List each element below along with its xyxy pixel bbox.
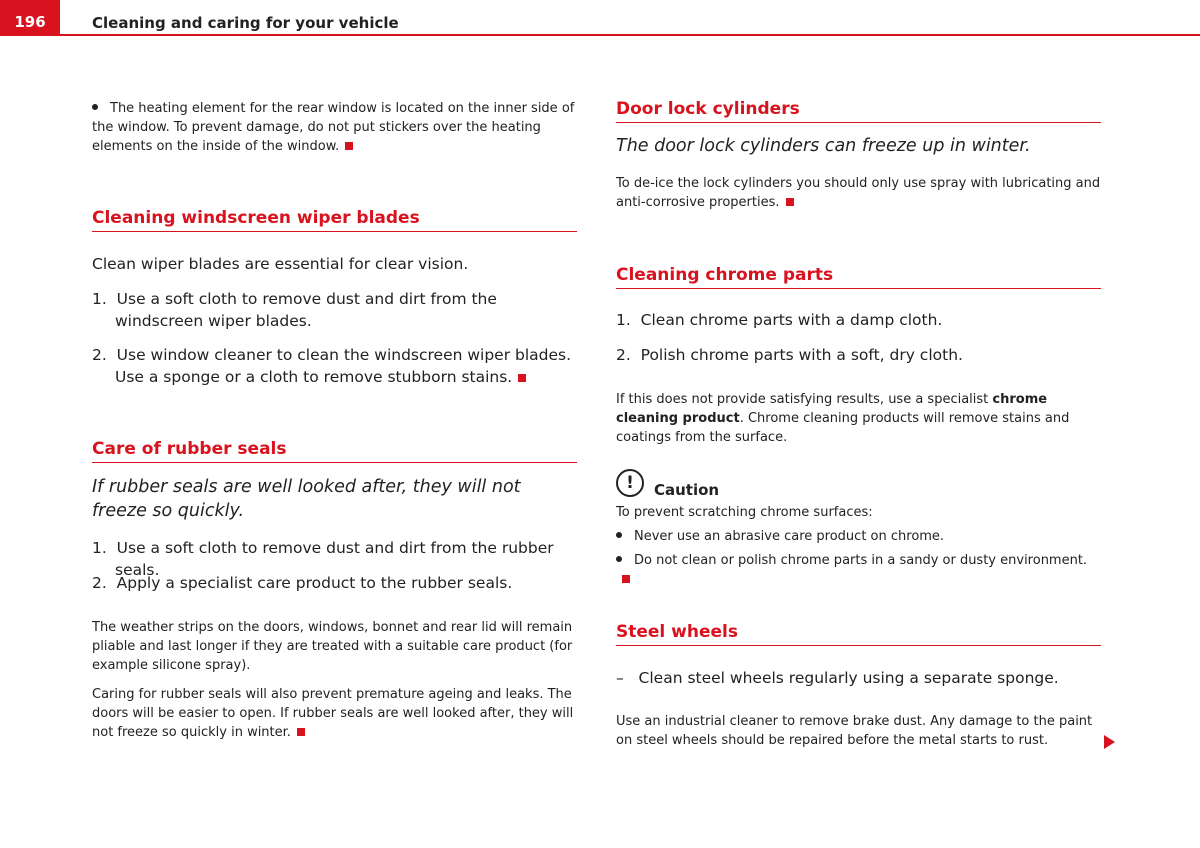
chapter-title: Cleaning and caring for your vehicle <box>92 14 399 32</box>
heading-door-lock: Door lock cylinders <box>616 99 1101 123</box>
page-number: 196 <box>0 0 60 36</box>
bullet-icon <box>616 556 622 562</box>
bullet-icon <box>92 104 98 110</box>
chrome-step-2: 2. Polish chrome parts with a soft, dry cloth. <box>616 346 963 364</box>
page-header <box>0 0 1200 40</box>
next-page-arrow-icon <box>1104 735 1115 749</box>
caution-icon: ! <box>616 469 644 497</box>
rubber-step-1: 1. Use a soft cloth to remove dust and dirt from the rubber seals. <box>92 539 554 579</box>
section-end-icon <box>786 198 794 206</box>
steel-step: – Clean steel wheels regularly using a separate sponge. <box>616 669 1059 687</box>
chrome-paragraph: If this does not provide satisfying results, use a specialist chrome cleaning product. Chrome cleaning products will remove stains and coatings from the surface. <box>616 392 1070 445</box>
section-end-icon <box>297 728 305 736</box>
wiper-step-1: 1. Use a soft cloth to remove dust and dirt from the windscreen wiper blades. <box>92 290 497 330</box>
rubber-paragraph-2: Caring for rubber seals will also prevent premature ageing and leaks. The doors will be easier to open. If rubber seals are well looked after, they will not freeze so quickly in winter. <box>92 687 574 740</box>
rear-window-bullet: The heating element for the rear window is located on the inner side of the window. To prevent damage, do not put stickers over the heating elements on the inside of the window. <box>92 101 575 154</box>
section-end-icon <box>622 575 630 583</box>
header-rule <box>60 34 1200 36</box>
heading-wiper-blades: Cleaning windscreen wiper blades <box>92 208 577 232</box>
caution-bullet-1: Never use an abrasive care product on chrome. <box>616 527 1101 546</box>
bullet-icon <box>616 532 622 538</box>
heading-steel-wheels: Steel wheels <box>616 622 1101 646</box>
chrome-step-1: 1. Clean chrome parts with a damp cloth. <box>616 311 943 329</box>
caution-intro: To prevent scratching chrome surfaces: <box>616 505 873 520</box>
section-end-icon <box>345 142 353 150</box>
steel-paragraph: Use an industrial cleaner to remove brake dust. Any damage to the paint on steel wheels should be repaired before the metal starts to rust. <box>616 714 1093 748</box>
heading-chrome-parts: Cleaning chrome parts <box>616 265 1101 289</box>
section-end-icon <box>518 374 526 382</box>
rubber-lead: If rubber seals are well looked after, they will not freeze so quickly. <box>92 477 521 521</box>
rubber-step-2: 2. Apply a specialist care product to the rubber seals. <box>92 574 513 592</box>
heading-rubber-seals: Care of rubber seals <box>92 439 577 463</box>
rubber-paragraph-1: The weather strips on the doors, windows, bonnet and rear lid will remain pliable and last longer if they are treated with a suitable care product (for example silicone spray). <box>92 620 573 673</box>
caution-title: Caution <box>654 481 720 499</box>
caution-bullet-2: Do not clean or polish chrome parts in a sandy or dusty environment. <box>616 551 1101 589</box>
wiper-step-2: 2. Use window cleaner to clean the windscreen wiper blades. Use a sponge or a cloth to remove stubborn stains. <box>92 346 572 386</box>
door-lead: The door lock cylinders can freeze up in winter. <box>616 136 1031 156</box>
wiper-lead: Clean wiper blades are essential for clear vision. <box>92 255 469 273</box>
door-paragraph: To de-ice the lock cylinders you should only use spray with lubricating and anti-corrosive properties. <box>616 176 1101 210</box>
